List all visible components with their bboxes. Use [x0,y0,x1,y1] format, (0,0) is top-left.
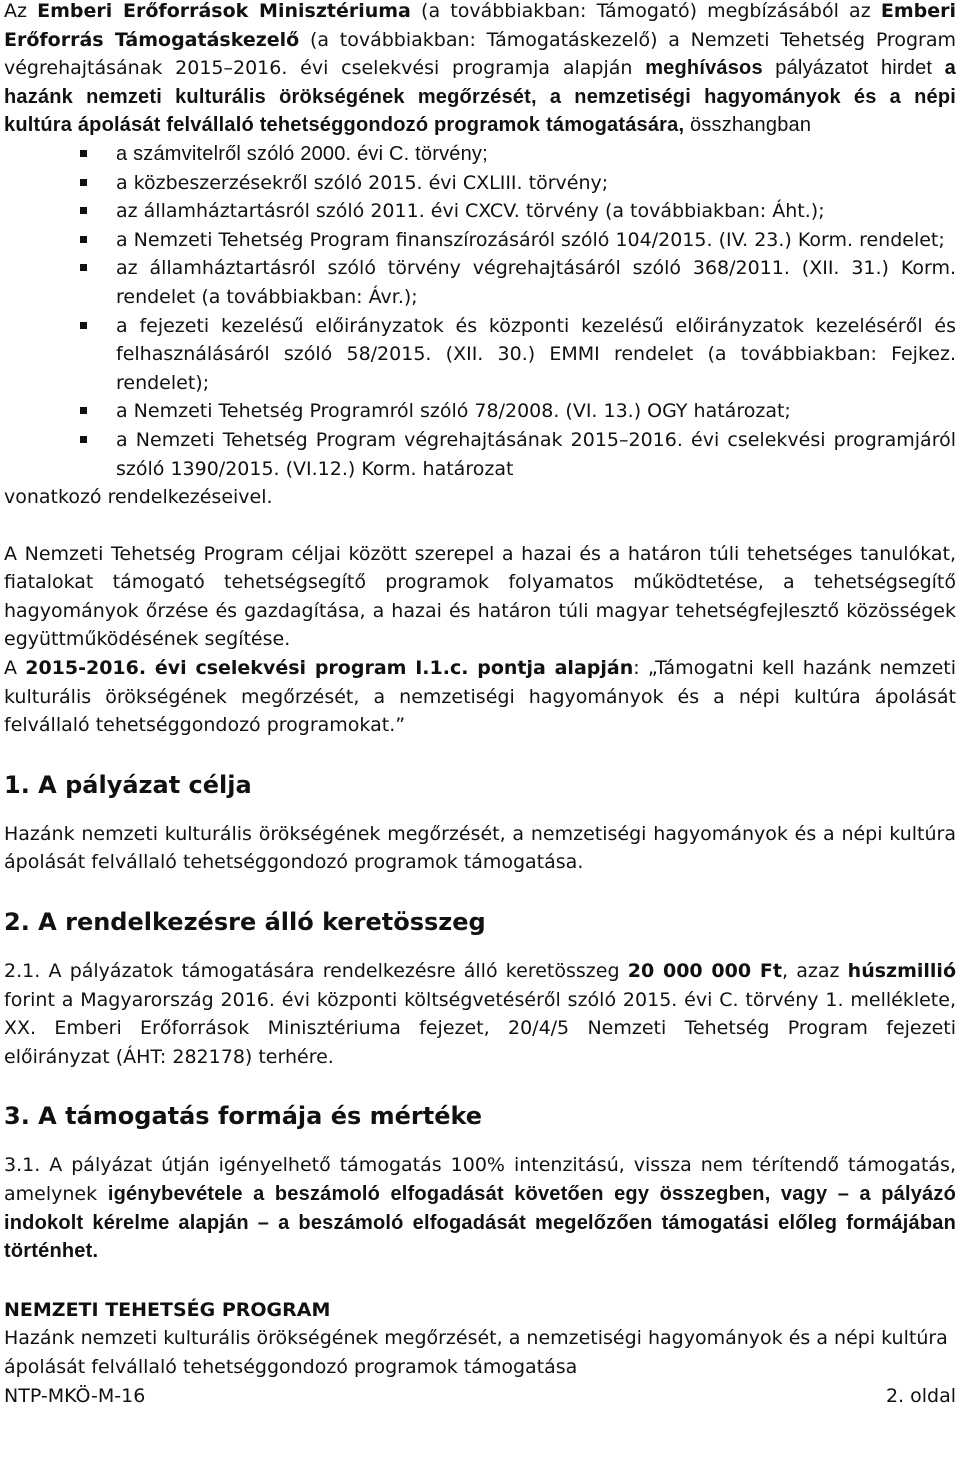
list-item [4,312,956,398]
budget-amount: 20 000 000 Ft [627,960,782,983]
list-item-text: a Nemzeti Tehetség Program finanszírozásáról szóló 104/2015. (IV. 23.) Korm. rendelet; [116,228,945,251]
section-3-text [4,1151,956,1265]
list-item-text: a Nemzeti Tehetség Program végrehajtásának 2015–2016. évi cselekvési programjáról szóló 1390/2015. (VI.12.) Korm. határozat [116,428,956,480]
bullet-icon [80,407,87,414]
program-point-reference: 2015-2016. évi cselekvési program I.1.c. pontja alapján [25,657,634,680]
list-item-text: a számvitelről szóló 2000. évi C. törvény; [116,142,488,165]
list-item [4,397,956,426]
document-page [4,0,956,1410]
program-point-text: A [4,657,26,680]
list-item [4,169,956,198]
bullet-icon [80,150,87,157]
bullet-icon [80,179,87,186]
list-item [4,226,956,255]
intro-paragraph [4,0,956,140]
intro-text: (a továbbiakban: Támogató) megbízásából az [410,0,881,22]
program-point-quote: : „Támogatni kell hazánk nemzeti kulturális örökségének megőrzését, a nemzetiségi hagyományok és a népi kultúra ápolását felvállaló tehetséggondozó programokat.” [4,657,956,737]
page-footer [4,1296,956,1410]
section-1-heading: 1. A pályázat célja [4,770,252,799]
section-1-text: Hazánk nemzeti kulturális örökségének megőrzését, a nemzetiségi hagyományok és a népi kultúra ápolását felvállaló tehetséggondozó programok támogatása. [4,822,956,874]
list-item-text: a fejezeti kezelésű előirányzatok és központi kezelésű előirányzatok kezeléséről és felhasználásáról szóló 58/2015. (XII. 30.) EMMI rendelet (a továbbiakban: Fejkez. rendelet); [116,314,956,394]
intro-text: összhangban [684,114,812,137]
section-3-text-part: 3.1. A pályázat útján igényelhető támogatás 100% intenzitású, vissza nem térítendő támogatás, amelynek [4,1154,956,1205]
call-type: meghívásos [645,57,763,80]
ministry-name: Emberi Erőforrások Minisztériuma [37,0,411,22]
section-2-text-part: , azaz [781,960,848,983]
section-2-text [4,957,956,1071]
agency-name: Emberi Erőforrás Támogatáskezelő [4,0,956,51]
goals-paragraph: A Nemzeti Tehetség Program céljai között szerepel a hazai és a határon túli tehetséges tanulókat, fiatalokat támogató tehetségsegítő programok folyamatos működtetése, a tehetségsegítő hagyományok őrzése és gazdagítása, a hazai és határon túli magyar tehetségfejlesztő közösségek együttműködésének segítése. [4,542,956,651]
intro-text: (a továbbiakban: Támogatáskezelő) a Nemzeti Tehetség Program végrehajtásának 2015–2016. évi cselekvési programja alapján [4,28,956,80]
list-item [4,254,956,311]
list-item-text: a közbeszerzésekről szóló 2015. évi CXLIII. törvény; [116,171,609,194]
budget-amount-words: húszmillió [847,960,956,983]
bullet-icon [80,236,87,243]
program-point-paragraph [4,654,956,740]
list-item [4,140,956,169]
intro-text: pályázatot hirdet [762,57,945,80]
section-2-text-part: 2.1. A pályázatok támogatására rendelkezésre álló keretösszeg [4,960,628,983]
list-item [4,197,956,226]
legal-basis-list [4,140,956,483]
footer-call-code: NTP-MKÖ-M-16 [4,1384,146,1407]
footer-program-name: NEMZETI TEHETSÉG PROGRAM [4,1298,331,1321]
intro-text: Az [4,0,38,22]
bullet-icon [80,322,87,329]
section-2-heading: 2. A rendelkezésre álló keretösszeg [4,908,486,937]
bullet-icon [80,436,87,443]
list-item-text: az államháztartásról szóló 2011. évi CXCV. törvény (a továbbiakban: Áht.); [116,200,825,223]
section-2-text-part: forint a Magyarország 2016. évi központi költségvetéséről szóló 2015. évi C. törvény 1. melléklete, XX. Emberi Erőforrások Minisztériuma fejezet, 20/4/5 Nemzeti Tehetség Program fejezeti előirányzat (ÁHT: 282178) terhére. [4,988,956,1068]
call-subject: a hazánk nemzeti kulturális örökségének megőrzését, a nemzetiségi hagyományok és a népi kultúra ápolását felvállaló tehetséggondozó programok támogatására, [4,57,956,137]
footer-call-title: Hazánk nemzeti kulturális örökségének megőrzését, a nemzetiségi hagyományok és a népi kultúra ápolását felvállaló tehetséggondozó programok támogatása [4,1327,948,1378]
bullet-icon [80,264,87,271]
section-3-heading: 3. A támogatás formája és mértéke [4,1102,483,1131]
payment-condition: igénybevétele a beszámoló elfogadását követően egy összegben, vagy – a pályázó indokolt kérelme alapján – a beszámoló elfogadását megelőzően támogatási előleg formájában történhet. [4,1183,956,1263]
list-item [4,426,956,483]
intro-end: vonatkozó rendelkezéseivel. [4,486,273,509]
list-item-text: az államháztartásról szóló törvény végrehajtásáról szóló 368/2011. (XII. 31.) Korm. rendelet (a továbbiakban: Ávr.); [116,257,956,308]
page-number: 2. oldal [885,1384,956,1407]
bullet-icon [80,207,87,214]
list-item-text: a Nemzeti Tehetség Programról szóló 78/2008. (VI. 13.) OGY határozat; [116,400,791,423]
